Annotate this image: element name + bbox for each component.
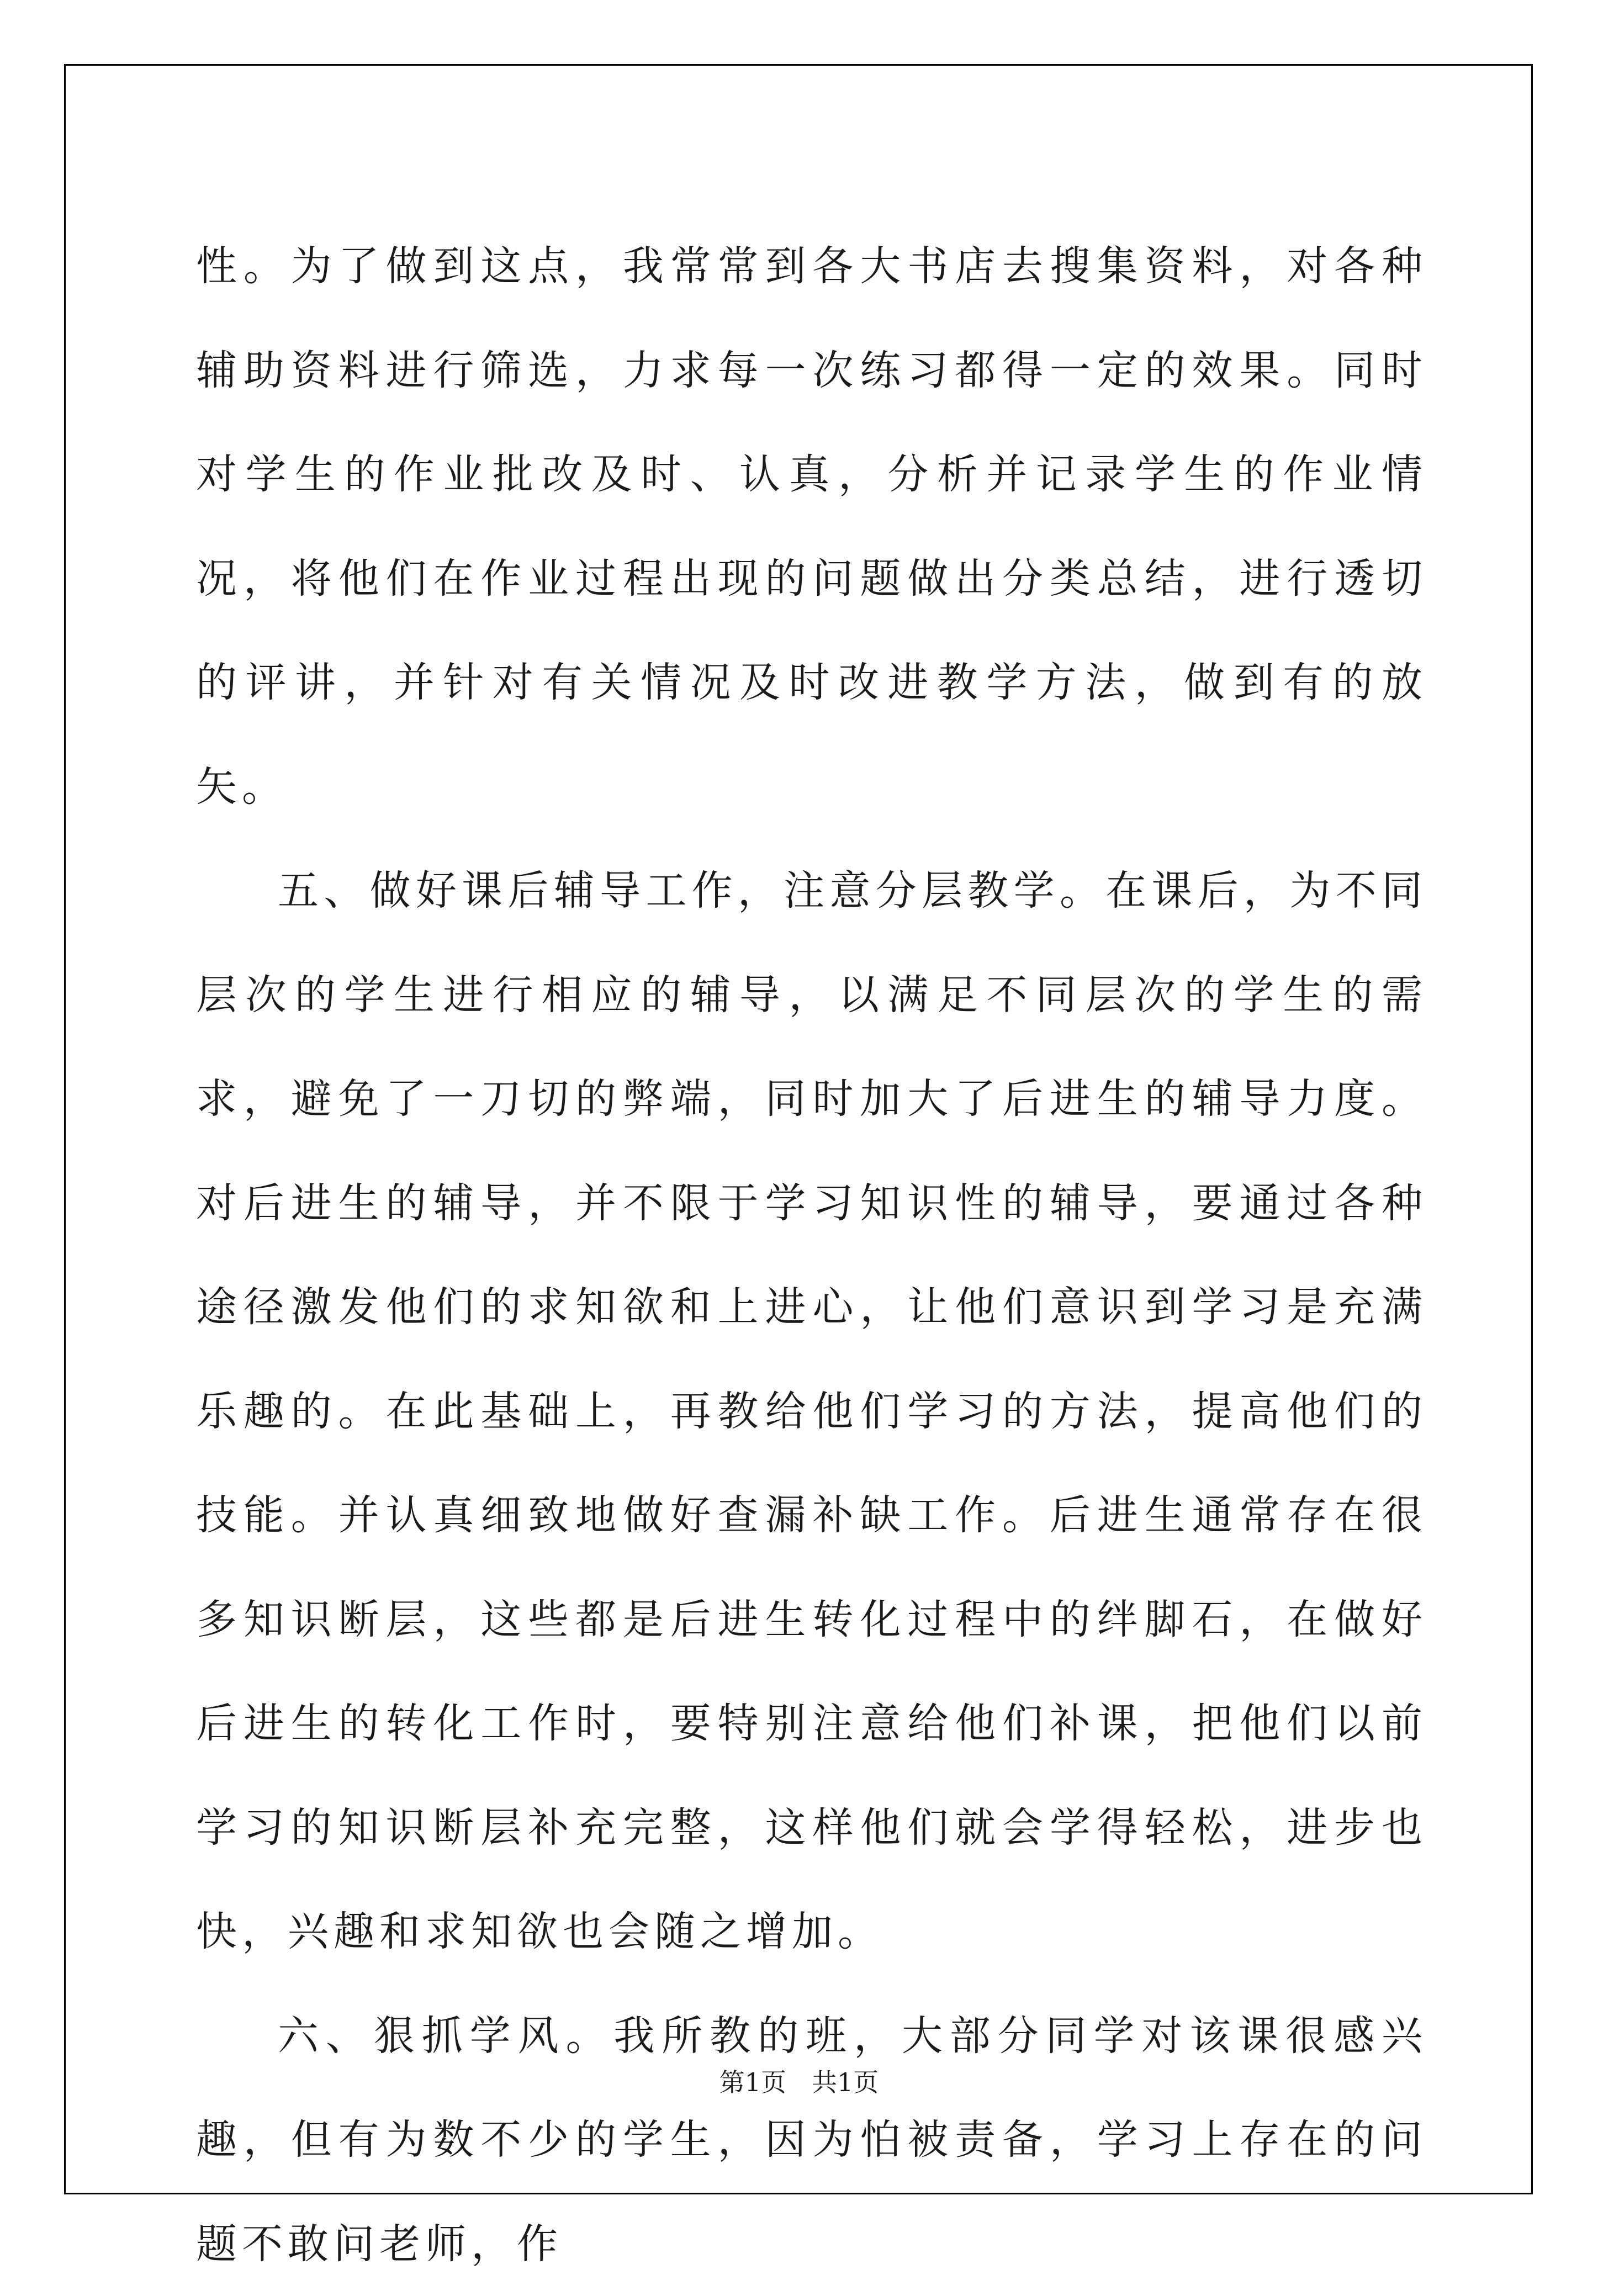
paragraph-3: 六、狠抓学风。我所教的班，大部分同学对该课很感兴趣，但有为数不少的学生，因为怕被责备，学习上存在的问题不敢问老师，作 [196,1984,1427,2296]
document-body [196,214,1427,2296]
paragraph-2: 五、做好课后辅导工作，注意分层教学。在课后，为不同层次的学生进行相应的辅导，以满足不同层次的学生的需求，避免了一刀切的弊端，同时加大了后进生的辅导力度。对后进生的辅导，并不限于学习知识性的辅导，要通过各种途径激发他们的求知欲和上进心，让他们意识到学习是充满乐趣的。在此基础上，再教给他们学习的方法，提高他们的技能。并认真细致地做好查漏补缺工作。后进生通常存在很多知识断层，这些都是后进生转化过程中的绊脚石，在做好后进生的转化工作时，要特别注意给他们补课，把他们以前学习的知识断层补充完整，这样他们就会学得轻松，进步也快，兴趣和求知欲也会随之增加。 [196,839,1427,1984]
page-number-footer: 第1页 共1页 [0,2062,1598,2099]
paragraph-1: 性。为了做到这点，我常常到各大书店去搜集资料，对各种辅助资料进行筛选，力求每一次练习都得一定的效果。同时对学生的作业批改及时、认真，分析并记录学生的作业情况，将他们在作业过程出现的问题做出分类总结，进行透切的评讲，并针对有关情况及时改进教学方法，做到有的放矢。 [196,214,1427,839]
